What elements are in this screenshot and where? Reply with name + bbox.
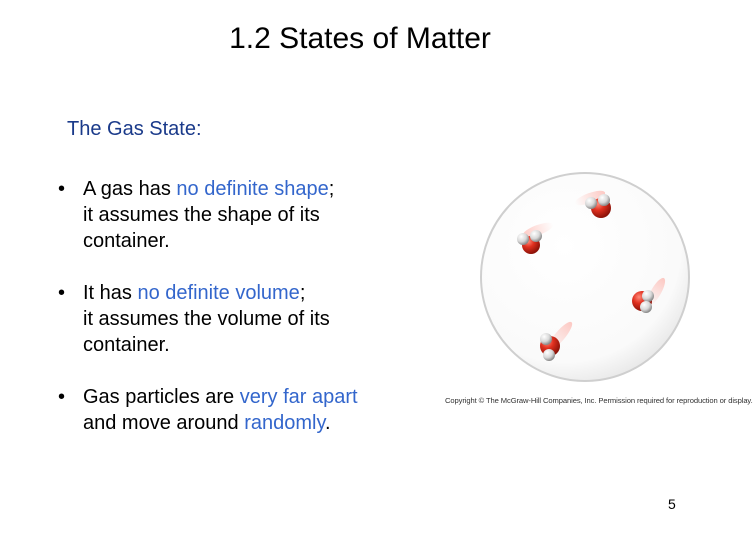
highlighted-text: very far apart (239, 386, 358, 408)
bullet-line (83, 332, 458, 358)
bullet-list (58, 176, 458, 462)
gas-container-illustration (478, 170, 692, 384)
section-subheading: The Gas State: (67, 118, 202, 140)
bullet-text: A gas has (83, 178, 177, 200)
bullet-line (83, 228, 458, 254)
bullet-text: and move around (83, 412, 245, 434)
highlighted-text: no definite volume (137, 282, 300, 304)
highlighted-text: randomly (244, 412, 326, 434)
highlighted-text: no definite shape (176, 178, 329, 200)
bullet-line (83, 280, 458, 306)
slide-title: 1.2 States of Matter (229, 22, 491, 55)
bullet-marker: • (58, 386, 66, 408)
bullet-text: it assumes the volume of its (83, 308, 330, 330)
bullet-line (83, 410, 458, 436)
copyright-notice: Copyright © The McGraw-Hill Companies, Inc. Permission required for reproduction or display. (445, 396, 753, 405)
bullet-marker: • (58, 178, 66, 200)
bullet-line (83, 384, 458, 410)
bullet-text: ; (299, 282, 306, 304)
bullet-text: Gas particles are (83, 386, 240, 408)
bullet-text: . (325, 412, 331, 434)
bullet-text: ; (328, 178, 335, 200)
page-number: 5 (668, 496, 676, 512)
bullet-text: container. (83, 230, 170, 252)
bullet-text: it assumes the shape of its (83, 204, 320, 226)
bullet-item (58, 280, 458, 358)
bullet-marker: • (58, 282, 66, 304)
bullet-item (58, 384, 458, 436)
bullet-item (58, 176, 458, 254)
bullet-line (83, 202, 458, 228)
bullet-line (83, 306, 458, 332)
bullet-text: It has (83, 282, 138, 304)
bullet-text: container. (83, 334, 170, 356)
bullet-line (83, 176, 458, 202)
